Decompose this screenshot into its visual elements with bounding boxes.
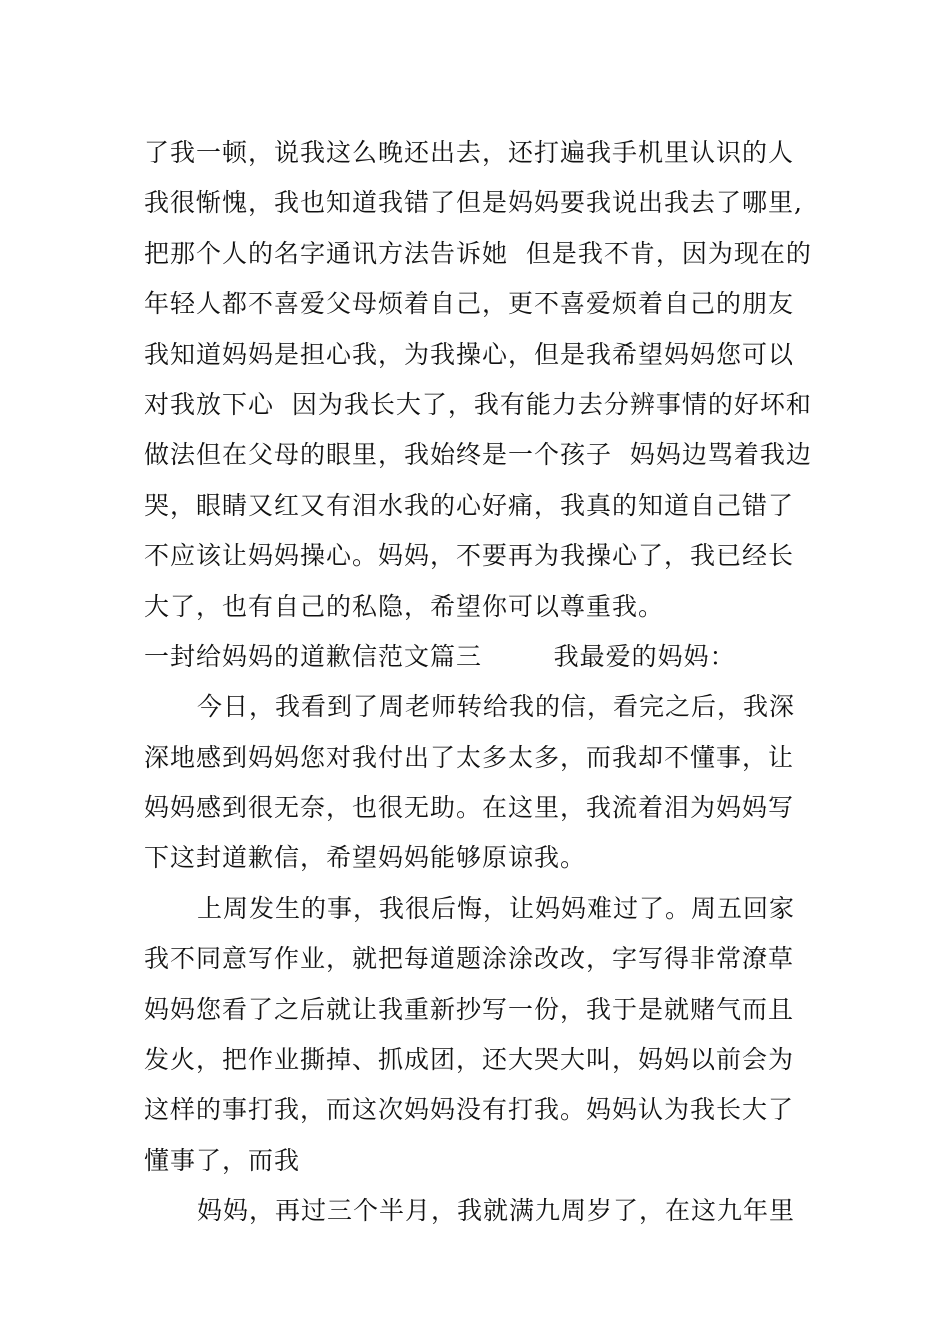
text-line: 哭，眼睛又红又有泪水我的心好痛，我真的知道自己错了 <box>144 490 795 520</box>
text-line: 上周发生的事，我很后悔，让妈妈难过了。周五回家 <box>197 893 796 923</box>
section-heading: 一封给妈妈的道歉信范文篇三 我最爱的妈妈： <box>144 641 736 671</box>
text-line: 不应该让妈妈操心。妈妈，不要再为我操心了，我已经长 <box>144 541 795 571</box>
paragraph <box>144 1186 824 1236</box>
text-line: 做法但在父母的眼里，我始终是一个孩子 妈妈边骂着我边 <box>144 440 812 470</box>
text-line: 了我一顿，说我这么晚还出去，还打遍我手机里认识的人 <box>144 138 795 167</box>
text-line: 我不同意写作业，就把每道题涂涂改改，字写得非常潦草 <box>144 944 795 974</box>
paragraph-continued <box>144 128 824 632</box>
text-line: 妈妈您看了之后就让我重新抄写一份，我于是就赌气而且 <box>144 994 795 1024</box>
paragraph <box>144 682 824 884</box>
text-line: 我知道妈妈是担心我，为我操心，但是我希望妈妈您可以 <box>144 339 795 369</box>
text-line: 这样的事打我，而这次妈妈没有打我。妈妈认为我长大了 <box>144 1095 795 1125</box>
paragraph <box>144 884 824 1186</box>
text-line: 对我放下心 因为我长大了，我有能力去分辨事情的好坏和 <box>144 389 812 419</box>
text-line: 妈妈感到很无奈，也很无助。在这里，我流着泪为妈妈写 <box>144 793 795 823</box>
text-line: 我很惭愧，我也知道我错了但是妈妈要我说出我去了哪里, <box>144 188 803 218</box>
text-line: 今日，我看到了周老师转给我的信，看完之后，我深 <box>197 692 796 722</box>
text-line: 深地感到妈妈您对我付出了太多太多，而我却不懂事，让 <box>144 742 795 772</box>
text-line: 发火，把作业撕掉、抓成团，还大哭大叫，妈妈以前会为 <box>144 1045 795 1075</box>
text-line: 妈妈，再过三个半月，我就满九周岁了，在这九年里 <box>197 1196 796 1226</box>
text-line: 把那个人的名字通讯方法告诉她 但是我不肯，因为现在的 <box>144 238 812 268</box>
text-line: 下这封道歉信，希望妈妈能够原谅我。 <box>144 843 587 873</box>
document-body <box>144 128 824 1237</box>
text-line: 年轻人都不喜爱父母烦着自己，更不喜爱烦着自己的朋友 <box>144 289 795 319</box>
text-line: 懂事了，而我 <box>144 1145 301 1175</box>
text-line: 大了，也有自己的私隐，希望你可以尊重我。 <box>144 591 665 621</box>
